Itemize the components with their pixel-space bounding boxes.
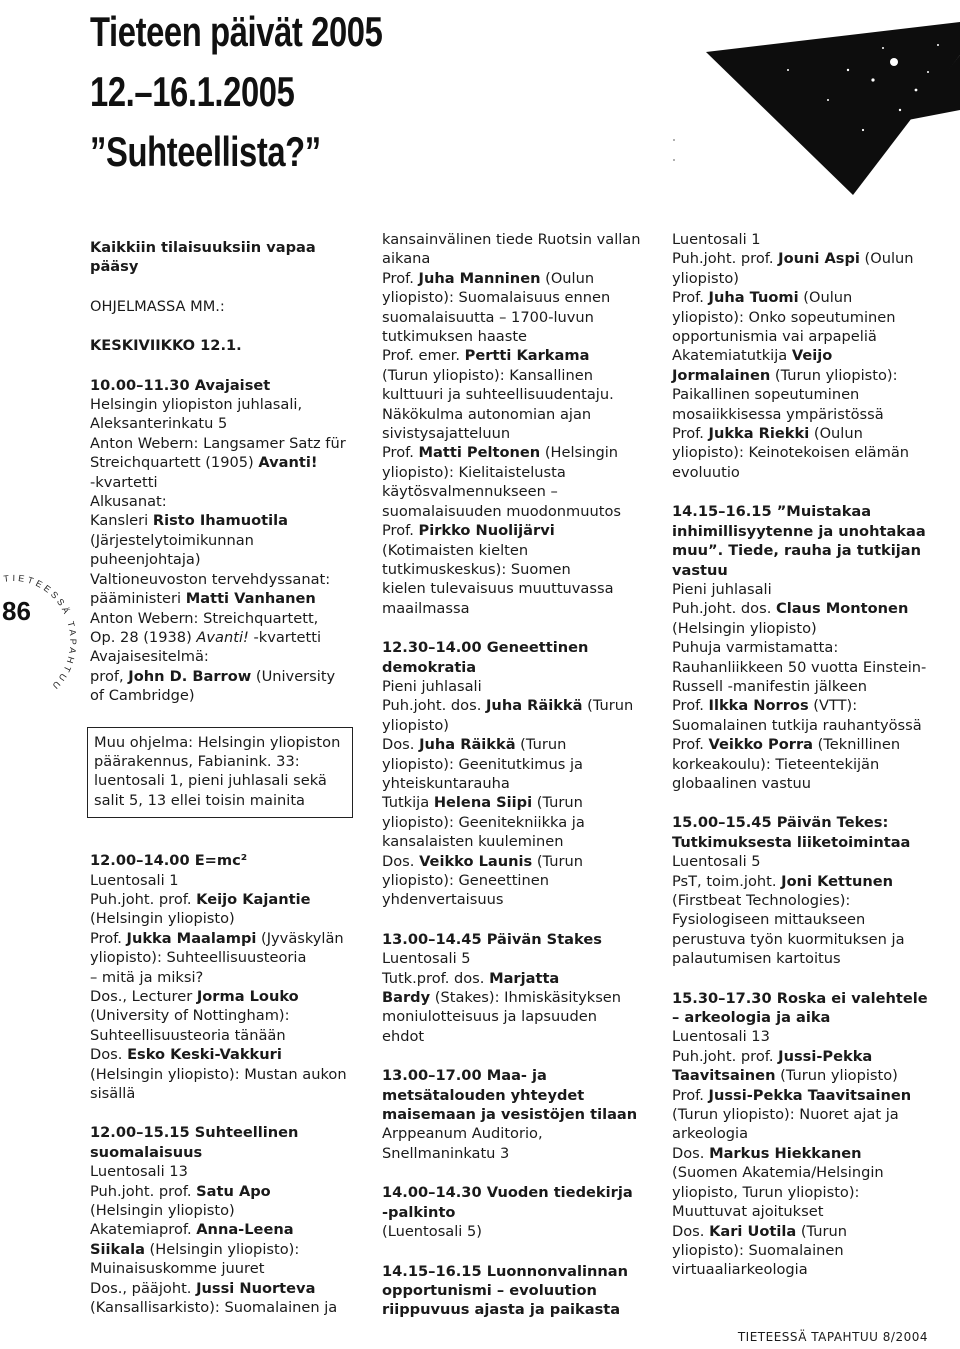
free-entry-note: Kaikkiin tilaisuuksiin vapaa pääsy xyxy=(90,239,316,276)
session-heading: suomalaisuus xyxy=(90,1143,203,1161)
session-text: yliopisto) xyxy=(382,716,449,734)
column-1 xyxy=(90,238,355,1318)
session-heading: inhimillisyytenne ja unohtakaa xyxy=(672,522,926,540)
session-heading: – arkeologia ja aika xyxy=(672,1009,831,1027)
session-text: Muinaisuskomme juuret xyxy=(90,1260,265,1278)
session-heading: 15.00–15.45 Päivän Tekes: xyxy=(672,814,889,832)
session-text: Op. 28 (1938) Avanti! -kvartetti xyxy=(90,628,321,646)
session-heading: 13.00–17.00 Maa- ja xyxy=(382,1067,547,1085)
session-heading: opportunismi – evoluution xyxy=(382,1281,597,1299)
page-title xyxy=(90,2,650,182)
session-text: Aleksanterinkatu 5 xyxy=(90,415,228,433)
title-line-1: Tieteen päivät 2005 xyxy=(90,8,383,55)
session-rauha xyxy=(672,502,947,793)
session-text: Helsingin yliopiston juhlasali, xyxy=(90,396,303,414)
session-text: ehdot xyxy=(382,1027,425,1045)
session-text: Anton Webern: Langsamer Satz für xyxy=(90,434,346,452)
session-luonnonvalinta xyxy=(382,1262,650,1320)
session-text: pääministeri Matti Vanhanen xyxy=(90,590,316,608)
session-text: Avajaisesitelmä: xyxy=(90,648,209,666)
session-text: yliopisto): Kielitaistelusta xyxy=(382,463,566,481)
session-text: Muuttuvat ajoitukset xyxy=(672,1203,824,1221)
session-text: -kvartetti xyxy=(90,473,158,491)
session-heading: 12.00–14.00 E=mc² xyxy=(90,852,248,870)
session-suomalaisuus xyxy=(90,1123,355,1317)
session-text: yliopisto): Suomalaisuus ennen xyxy=(382,289,611,307)
session-text: Puh.joht. dos. Claus Montonen xyxy=(672,600,909,618)
session-text: (Kansallisarkisto): Suomalainen ja xyxy=(90,1299,338,1317)
session-text: Prof. Matti Peltonen (Helsingin xyxy=(382,444,619,462)
session-text: (University of Nottingham): xyxy=(90,1007,290,1025)
session-tekes xyxy=(672,813,947,968)
session-text: Suomalainen tutkija rauhantyössä xyxy=(672,716,922,734)
session-text: Alkusanat: xyxy=(90,493,167,511)
session-text: Luentosali 13 xyxy=(90,1163,188,1181)
star-cluster-triangle-image xyxy=(668,0,960,200)
session-heading: 14.15–16.15 Luonnonvalinnan xyxy=(382,1262,628,1280)
session-heading: demokratia xyxy=(382,658,477,676)
session-text: Kansleri Risto Ihamuotila xyxy=(90,512,288,530)
session-text: yliopisto): Geneettinen xyxy=(382,872,549,889)
session-text: Pieni juhlasali xyxy=(672,580,772,598)
session-heading: -palkinto xyxy=(382,1203,456,1221)
session-text: yliopisto): Geenitutkimus ja xyxy=(382,755,583,773)
session-text: Luentosali 5 xyxy=(382,950,471,968)
session-heading: maisemaan ja vesistöjen tilaan xyxy=(382,1106,638,1124)
session-text: perustuva työn kuormituksen ja xyxy=(672,930,905,948)
session-text: suomalaisuutta – 1700-luvun xyxy=(382,308,594,326)
session-text: PsT, toim.joht. Joni Kettunen xyxy=(672,872,894,890)
session-text: Prof. Jukka Riekki (Oulun xyxy=(672,425,863,443)
svg-text:TIETEESSÄ TAPAHTUU: TIETEESSÄ TAPAHTUU xyxy=(2,572,79,693)
session-text: Puhuja varmistamatta: xyxy=(672,639,839,657)
side-ring-text xyxy=(0,560,80,710)
session-text: Jormalainen (Turun yliopisto): xyxy=(672,366,898,384)
session-text: korkeakoulu): Tieteentekijän xyxy=(672,755,880,773)
session-text: Dos. Juha Räikkä (Turun xyxy=(382,736,567,754)
session-text: sisällä xyxy=(90,1085,136,1103)
session-text: Prof. Pirkko Nuolijärvi xyxy=(382,522,555,540)
session-text: Siikala (Helsingin yliopisto): xyxy=(90,1240,300,1258)
column-2 xyxy=(382,230,650,1320)
session-text: Arppeanum Auditorio, xyxy=(382,1125,543,1143)
session-emc2 xyxy=(90,851,355,1103)
session-text: kansalaisten kuuleminen xyxy=(382,833,564,851)
session-heading: 12.30–14.00 Geneettinen xyxy=(382,639,589,657)
session-text: Prof. Jukka Maalampi (Jyväskylän xyxy=(90,929,344,947)
session-text: Puh.joht. prof. Jussi-Pekka xyxy=(672,1047,873,1065)
session-heading: vastuu xyxy=(672,561,728,579)
venue-note-box: Muu ohjelma: Helsingin yliopiston päärakennus, Fabianink. 33: luentosali 1, pieni juhlasali sekä salit 5, 13 ellei toisin mainita xyxy=(87,727,353,819)
session-text: Fysiologiseen mittaukseen xyxy=(672,911,866,929)
session-heading: 14.00–14.30 Vuoden tiedekirja xyxy=(382,1184,633,1202)
session-text: Tutk.prof. dos. Marjatta xyxy=(382,969,560,987)
session-heading: 15.30–17.30 Roska ei valehtele xyxy=(672,989,928,1007)
session-text: Valtioneuvoston tervehdyssanat: xyxy=(90,570,331,588)
session-text: yliopisto) xyxy=(672,269,739,287)
session-text: (Kotimaisten kielten xyxy=(382,541,529,559)
session-text: Akatemiatutkija Veijo xyxy=(672,347,833,365)
session-text: aikana xyxy=(382,250,431,268)
session-heading: 13.00–14.45 Päivän Stakes xyxy=(382,930,602,948)
session-text: arkeologia xyxy=(672,1125,749,1143)
session-text: evoluutio xyxy=(672,463,740,481)
session-heading: Tutkimuksesta liiketoimintaa xyxy=(672,833,911,851)
page-number: 86 xyxy=(2,596,31,626)
session-text: (Turun yliopisto): Nuoret ajat ja xyxy=(672,1106,899,1124)
session-text: yliopisto): Geenitekniikka ja xyxy=(382,813,585,831)
session-text: tutkimuksen haaste xyxy=(382,328,528,346)
session-text: Prof. emer. Pertti Karkama xyxy=(382,347,590,365)
session-text: (Turun yliopisto): Kansallinen xyxy=(382,366,593,384)
session-text: puheenjohtaja) xyxy=(90,551,201,569)
session-text: sivistysajatteluun xyxy=(382,425,511,443)
session-text: palautumisen kartoitus xyxy=(672,950,841,968)
session-arkeologia xyxy=(672,989,947,1280)
session-text: (Helsingin yliopisto) xyxy=(90,910,235,928)
session-heading: metsätalouden yhteydet xyxy=(382,1086,585,1104)
session-text: Prof. Veikko Porra (Teknillinen xyxy=(672,736,901,754)
session-text: Snellmaninkatu 3 xyxy=(382,1144,510,1162)
session-text: Rauhanliikkeen 50 vuotta Einstein- xyxy=(672,658,927,676)
session-text: Streichquartett (1905) Avanti! xyxy=(90,454,318,472)
session-text: Puh.joht. prof. Jouni Aspi (Oulun xyxy=(672,250,914,268)
session-text: (Helsingin yliopisto) xyxy=(90,1202,235,1220)
session-text: yliopisto): Suomalainen xyxy=(672,1241,844,1259)
session-text: Tutkija Helena Siipi (Turun xyxy=(382,794,583,812)
session-text: yliopisto, Turun yliopisto): xyxy=(672,1183,860,1201)
session-text: (Helsingin yliopisto): Mustan aukon xyxy=(90,1065,347,1083)
session-heading: riippuvuus ajasta ja paikasta xyxy=(382,1301,621,1319)
session-text: Paikallinen sopeutuminen xyxy=(672,386,860,404)
session-heading: 12.00–15.15 Suhteellinen xyxy=(90,1124,299,1142)
session-text: opportunismia vai arpapeliä xyxy=(672,328,877,346)
session-text: (Firstbeat Technologies): xyxy=(672,892,851,909)
session-text: (Suomen Akatemia/Helsingin xyxy=(672,1164,884,1182)
session-text: Russell -manifestin jälkeen xyxy=(672,677,867,695)
session-text: Dos. Kari Uotila (Turun xyxy=(672,1222,847,1240)
program-heading: OHJELMASSA MM.: xyxy=(90,297,225,315)
session-text: Luentosali 5 xyxy=(672,853,761,871)
session-text: Dos. Veikko Launis (Turun xyxy=(382,852,583,870)
session-text: yliopisto): Keinotekoisen elämän xyxy=(672,444,910,462)
session-text: kielen tulevaisuus muuttuvassa xyxy=(382,580,614,598)
session-text: Dos., pääjoht. Jussi Nuorteva xyxy=(90,1279,316,1297)
session-text: Prof. Ilkka Norros (VTT): xyxy=(672,697,858,715)
title-line-3: ”Suhteellista?” xyxy=(90,128,321,175)
session-text: globaalinen vastuu xyxy=(672,774,812,792)
session-geneettinen xyxy=(382,638,650,910)
session-text: Näkökulma autonomian ajan xyxy=(382,405,592,423)
session-text: käytösvalmennukseen – xyxy=(382,483,558,501)
session-text: Dos., Lecturer Jorma Louko xyxy=(90,988,299,1005)
session-text: maailmassa xyxy=(382,599,470,617)
session-text: yhdenvertaisuus xyxy=(382,891,504,909)
session-text: (Helsingin yliopisto) xyxy=(672,619,817,637)
session-text: of Cambridge) xyxy=(90,687,195,705)
title-line-2: 12.–16.1.2005 xyxy=(90,68,295,115)
session-text: prof, John D. Barrow (University xyxy=(90,667,336,685)
session-text: Luentosali 1 xyxy=(672,231,761,248)
session-text: (Luentosali 5) xyxy=(382,1223,482,1241)
session-text: moniulotteisuus ja lapsuuden xyxy=(382,1008,597,1026)
session-text: yliopisto): Suhteellisuusteoria xyxy=(90,949,307,967)
session-text: Dos. Esko Keski-Vakkuri xyxy=(90,1046,282,1064)
session-text: suomalaisuuden muodonmuutos xyxy=(382,502,622,520)
session-text: – mitä ja miksi? xyxy=(90,968,204,986)
session-text: Pieni juhlasali xyxy=(382,677,482,695)
session-text: Akatemiaprof. Anna-Leena xyxy=(90,1221,294,1239)
session-text: Puh.joht. dos. Juha Räikkä (Turun xyxy=(382,697,634,715)
session-text: kansainvälinen tiede Ruotsin vallan xyxy=(382,231,641,248)
session-text: kulttuuri ja suhteellisuudentaju. xyxy=(382,386,614,404)
column-3 xyxy=(672,230,947,1280)
session-heading: 10.00–11.30 Avajaiset xyxy=(90,376,271,394)
session-text: virtuaaliarkeologia xyxy=(672,1261,808,1279)
session-opening xyxy=(90,376,355,706)
footer-publication: TIETEESSÄ TAPAHTUU 8/2004 xyxy=(737,1330,928,1344)
session-text: yliopisto): Onko sopeutuminen xyxy=(672,308,896,326)
session-text: Prof. Juha Tuomi (Oulun xyxy=(672,289,853,307)
session-text: Prof. Juha Manninen (Oulun xyxy=(382,269,595,287)
session-stakes xyxy=(382,930,650,1046)
session-text: Luentosali 13 xyxy=(672,1028,770,1046)
session-text: Anton Webern: Streichquartett, xyxy=(90,609,319,627)
session-text: Puh.joht. prof. Keijo Kajantie xyxy=(90,890,311,908)
session-text: Bardy (Stakes): Ihmiskäsityksen xyxy=(382,989,622,1007)
session-text: Luentosali 1 xyxy=(90,871,179,889)
session-maatalous xyxy=(382,1066,650,1163)
session-heading: 14.15–16.15 ”Muistakaa xyxy=(672,503,872,521)
session-text: mosaiikkisessa ympäristössä xyxy=(672,405,884,423)
session-tiedekirja xyxy=(382,1183,650,1241)
session-text: Dos. Markus Hiekkanen xyxy=(672,1144,862,1162)
session-text: (Järjestelytoimikunnan xyxy=(90,531,254,549)
session-text: Puh.joht. prof. Satu Apo xyxy=(90,1182,271,1200)
session-text: tutkimuskeskus): Suomen xyxy=(382,560,571,578)
session-text: Taavitsainen (Turun yliopisto) xyxy=(672,1067,898,1085)
session-text: yhteiskuntarauha xyxy=(382,774,510,792)
session-text: Suhteellisuusteoria tänään xyxy=(90,1026,286,1044)
day-heading: KESKIVIIKKO 12.1. xyxy=(90,337,242,355)
session-text: Prof. Jussi-Pekka Taavitsainen xyxy=(672,1086,912,1104)
session-heading: muu”. Tiede, rauha ja tutkijan xyxy=(672,542,921,560)
